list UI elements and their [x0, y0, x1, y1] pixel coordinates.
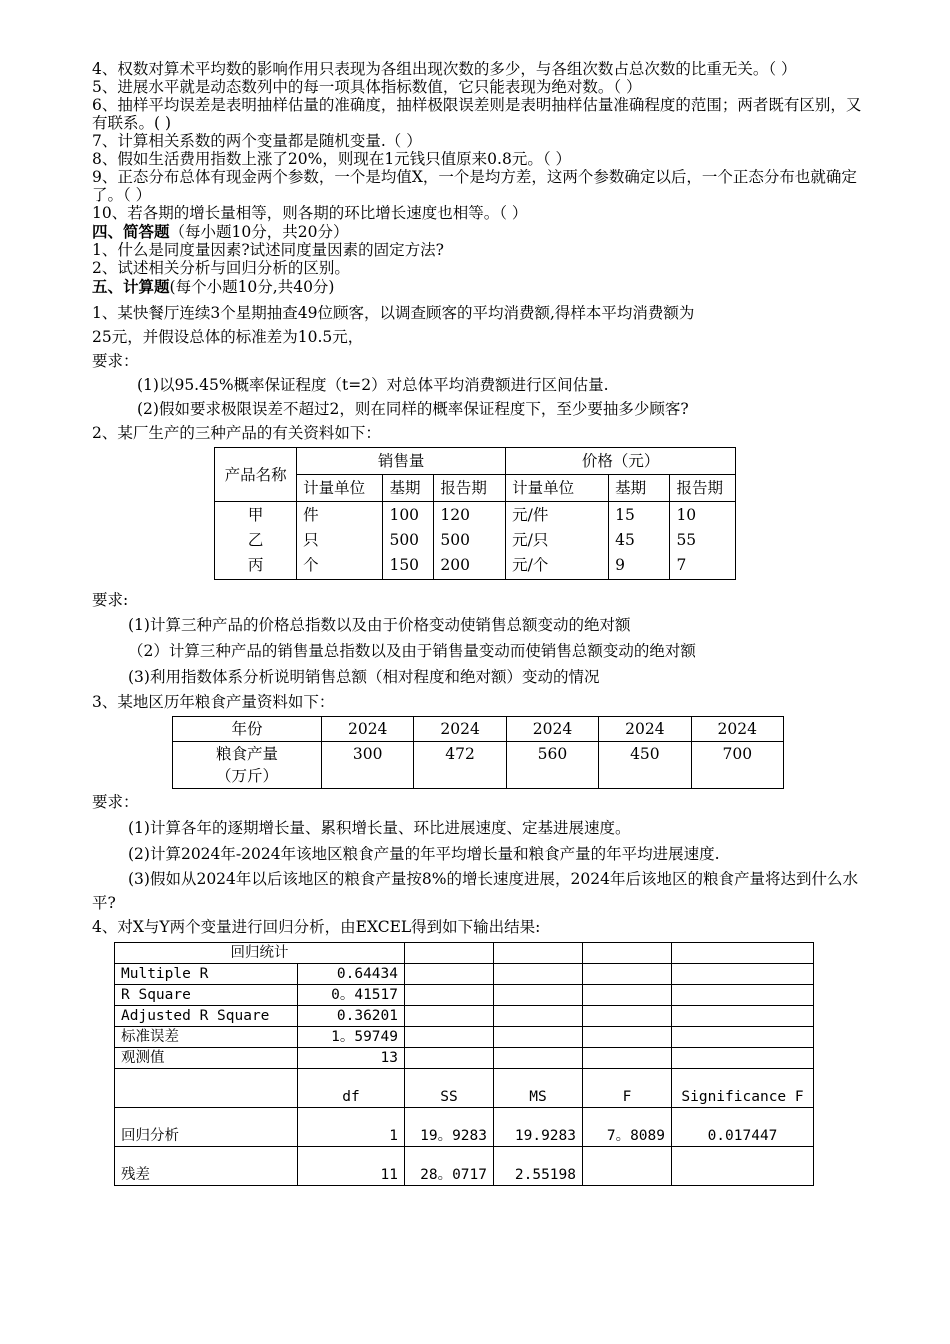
year-cell: 2024: [599, 717, 691, 742]
anova-ms: 19.9283: [494, 1108, 583, 1147]
calc-question-2: [92, 421, 862, 690]
exam-page: [92, 60, 862, 1186]
year-label: 年份: [173, 717, 322, 742]
price-units: [506, 502, 609, 580]
empty-cell: [672, 943, 814, 964]
year-cell: 2024: [506, 717, 598, 742]
output-cell: 450: [599, 742, 691, 789]
q1-text-line1: 1、某快餐厅连续3个星期抽查49位顾客，以调查顾客的平均消费额,得样本平均消费额为: [92, 304, 695, 322]
output-label: 粮食产量: [215, 745, 278, 763]
table-row: [115, 1048, 814, 1069]
empty-cell: [405, 1048, 494, 1069]
section4-heading: [92, 223, 862, 241]
table-row: [115, 1147, 814, 1186]
stat-value: 0.36201: [298, 1006, 405, 1027]
section4-title: 四、简答题: [92, 222, 170, 241]
anova-sig: [672, 1147, 814, 1186]
anova-df: 11: [298, 1147, 405, 1186]
price-report-value: 7: [676, 556, 687, 574]
header-sales: 销售量: [297, 448, 506, 475]
empty-cell: [405, 1006, 494, 1027]
table-row: [115, 1027, 814, 1048]
table-row: [115, 964, 814, 985]
calc-question-4: [92, 915, 862, 1186]
regression-stats-title: 回归统计: [115, 943, 405, 964]
product-name: 丙: [247, 556, 264, 574]
anova-sig: 0.017447: [672, 1108, 814, 1147]
table-row: [173, 742, 784, 789]
stat-label: Adjusted R Square: [115, 1006, 298, 1027]
sales-base-value: 100: [389, 506, 420, 524]
output-unit: （万斤）: [215, 767, 278, 785]
sales-report-value: 120: [440, 506, 470, 524]
stat-label: 观测值: [115, 1048, 298, 1069]
q1-text-line2: 25元，并假设总体的标准差为10.5元，: [92, 328, 364, 346]
anova-row-label: 回归分析: [115, 1108, 298, 1147]
section5-note: (每个小题10分,共40分): [169, 278, 335, 296]
judge-item-7: 7、计算相关系数的两个变量都是随机变量.（ ）: [92, 132, 422, 150]
q2-requirement-label: 要求:: [92, 591, 129, 609]
q4-text: 4、对X与Y两个变量进行回归分析，由EXCEL得到如下输出结果:: [92, 918, 541, 936]
anova-header: MS: [494, 1069, 583, 1108]
judge-item-5: 5、进展水平就是动态数列中的每一项具体指标数值，它只能表现为绝对数。（ ）: [92, 78, 642, 96]
sales-units: [297, 502, 383, 580]
table-row: [115, 1069, 814, 1108]
price-base: [609, 502, 670, 580]
empty-cell: [583, 943, 672, 964]
judge-item-8: 8、假如生活费用指数上涨了20%，则现在1元钱只值原来0.8元。（ ）: [92, 150, 572, 168]
section5-heading: [92, 278, 862, 296]
output-label-cell: [173, 742, 322, 789]
table-row: [115, 985, 814, 1006]
sales-unit: 只: [303, 531, 319, 549]
empty-cell: [583, 964, 672, 985]
stat-label: 标准误差: [115, 1027, 298, 1048]
table-row: [215, 448, 736, 475]
stat-value: 0.64434: [298, 964, 405, 985]
anova-f: 7。8089: [583, 1108, 672, 1147]
product-name: 乙: [247, 531, 264, 549]
calc-question-1: [92, 301, 862, 421]
anova-ss: 28。0717: [405, 1147, 494, 1186]
empty-cell: [115, 1069, 298, 1108]
q1-requirement-label: 要求：: [92, 352, 139, 370]
stat-value: 0。41517: [298, 985, 405, 1006]
sales-base-value: 500: [389, 531, 420, 549]
section4-note: （每小题10分，共20分）: [169, 223, 349, 241]
empty-cell: [583, 1027, 672, 1048]
anova-df: 1: [298, 1108, 405, 1147]
q3-requirement-2: (2)计算2024年-2024年该地区粮食产量的年平均增长量和粮食产量的年平均进展速度.: [128, 845, 720, 863]
q2-text: 2、某厂生产的三种产品的有关资料如下：: [92, 424, 381, 442]
price-unit: 元/件: [512, 506, 549, 524]
sales-report: [434, 502, 506, 580]
product-table: [214, 447, 736, 580]
price-report-value: 10: [676, 506, 697, 524]
anova-header: SS: [405, 1069, 494, 1108]
sales-unit: 件: [303, 506, 319, 524]
empty-cell: [405, 943, 494, 964]
judge-item-6: 6、抽样平均误差是表明抽样估量的准确度，抽样极限误差则是表明抽样估量准确程度的范围；两者既有区别，又有联系。( ): [92, 96, 862, 132]
empty-cell: [494, 943, 583, 964]
q2-requirement-1: (1)计算三种产品的价格总指数以及由于价格变动使销售总额变动的绝对额: [128, 616, 631, 634]
year-cell: 2024: [322, 717, 414, 742]
section5-title: 五、计算题: [92, 277, 170, 296]
table-row: [115, 943, 814, 964]
q3-requirement-label: 要求：: [92, 793, 139, 811]
empty-cell: [672, 1048, 814, 1069]
table-row: [173, 717, 784, 742]
q2-requirement-2: （2）计算三种产品的销售量总指数以及由于销售量变动而使销售总额变动的绝对额: [128, 642, 696, 660]
q3-requirement-1: (1)计算各年的逐期增长量、累积增长量、环比进展速度、定基进展速度。: [128, 819, 631, 837]
year-cell: 2024: [691, 717, 783, 742]
output-cell: 560: [506, 742, 598, 789]
price-report-value: 55: [676, 531, 697, 549]
q3-requirement-3-text: (3)假如从2024年以后该地区的粮食产量按8%的增长速度进展，2024年后该地区的粮食产量将达到什么水平?: [92, 870, 858, 912]
price-unit: 元/个: [512, 556, 549, 574]
stat-label: R Square: [115, 985, 298, 1006]
anova-header: Significance F: [672, 1069, 814, 1108]
sales-base: [383, 502, 434, 580]
header-unit-1: 计量单位: [297, 475, 383, 502]
price-unit: 元/只: [512, 531, 549, 549]
sales-base-value: 150: [389, 556, 420, 574]
price-base-value: 9: [615, 556, 625, 574]
empty-cell: [672, 985, 814, 1006]
q3-text: 3、某地区历年粮食产量资料如下：: [92, 693, 335, 711]
stat-label: Multiple R: [115, 964, 298, 985]
price-report: [670, 502, 736, 580]
empty-cell: [494, 964, 583, 985]
anova-row-label: 残差: [115, 1147, 298, 1186]
calc-question-3: [92, 690, 862, 915]
sales-report-value: 500: [440, 531, 470, 549]
q1-requirement-2: (2)假如要求极限误差不超过2，则在同样的概率保证程度下，至少要抽多少顾客?: [137, 400, 689, 418]
judge-item-9: 9、正态分布总体有现金两个参数，一个是均值X，一个是均方差，这两个参数确定以后，一个正态分布也就确定了。（ ）: [92, 168, 857, 204]
q1-requirement-1: (1)以95.45%概率保证程度（t=2）对总体平均消费额进行区间估量.: [137, 376, 609, 394]
year-cell: 2024: [414, 717, 506, 742]
anova-ms: 2.55198: [494, 1147, 583, 1186]
empty-cell: [494, 1027, 583, 1048]
q3-requirement-3: [92, 867, 862, 915]
output-cell: 700: [691, 742, 783, 789]
judge-item-4: 4、权数对算术平均数的影响作用只表现为各组出现次数的多少，与各组次数占总次数的比重无关。（ ）: [92, 60, 797, 78]
price-base-value: 45: [615, 531, 635, 549]
empty-cell: [583, 985, 672, 1006]
empty-cell: [405, 985, 494, 1006]
sales-report-value: 200: [440, 556, 470, 574]
anova-header: F: [583, 1069, 672, 1108]
empty-cell: [405, 1027, 494, 1048]
short-question-2: 2、试述相关分析与回归分析的区别。: [92, 259, 350, 277]
product-name: 甲: [247, 506, 264, 524]
regression-output-table: [114, 942, 814, 1186]
grain-output-table: [172, 716, 784, 789]
header-report-2: 报告期: [670, 475, 736, 502]
empty-cell: [494, 985, 583, 1006]
header-base-2: 基期: [609, 475, 670, 502]
table-row: [115, 1006, 814, 1027]
stat-value: 1。59749: [298, 1027, 405, 1048]
table-row: [215, 502, 736, 580]
empty-cell: [583, 1048, 672, 1069]
empty-cell: [583, 1006, 672, 1027]
anova-ss: 19。9283: [405, 1108, 494, 1147]
anova-f: [583, 1147, 672, 1186]
header-base-1: 基期: [383, 475, 434, 502]
header-report-1: 报告期: [434, 475, 506, 502]
sales-unit: 个: [303, 556, 319, 574]
stat-value: 13: [298, 1048, 405, 1069]
empty-cell: [494, 1006, 583, 1027]
q2-requirement-3: (3)利用指数体系分析说明销售总额（相对程度和绝对额）变动的情况: [128, 668, 600, 686]
product-names: [215, 502, 297, 580]
empty-cell: [672, 1027, 814, 1048]
output-cell: 472: [414, 742, 506, 789]
short-question-1: 1、什么是同度量因素?试述同度量因素的固定方法?: [92, 241, 444, 259]
judge-item-10: 10、若各期的增长量相等，则各期的环比增长速度也相等。（ ）: [92, 204, 528, 222]
empty-cell: [672, 1006, 814, 1027]
empty-cell: [405, 964, 494, 985]
output-cell: 300: [322, 742, 414, 789]
judge-section: [92, 60, 862, 222]
price-base-value: 15: [615, 506, 635, 524]
anova-header: df: [298, 1069, 405, 1108]
empty-cell: [672, 964, 814, 985]
header-unit-2: 计量单位: [506, 475, 609, 502]
empty-cell: [494, 1048, 583, 1069]
header-price: 价格（元）: [506, 448, 736, 475]
table-row: [115, 1108, 814, 1147]
header-product: 产品名称: [215, 448, 297, 502]
